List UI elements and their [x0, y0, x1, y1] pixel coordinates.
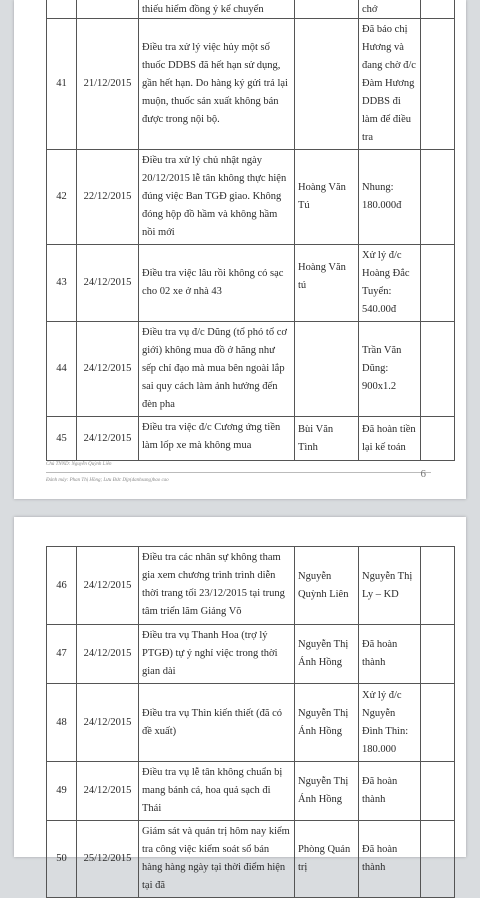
investigation-table-page-2: [46, 546, 455, 898]
cell-no: 41: [47, 19, 77, 150]
page-footer: [46, 460, 436, 485]
cell-person: Nguyễn Quỳnh Liên: [295, 547, 359, 625]
cell-result: chớ: [359, 0, 421, 19]
table-row: [47, 625, 455, 684]
table-row: [47, 322, 455, 417]
cell-date: [77, 0, 139, 19]
cell-person: Hoàng Văn Tú: [295, 150, 359, 245]
cell-result: Nhung: 180.000đ: [359, 150, 421, 245]
cell-date: 24/12/2015: [77, 417, 139, 461]
cell-date: 24/12/2015: [77, 245, 139, 322]
cell-no: 42: [47, 150, 77, 245]
cell-description: Điều tra vụ Thanh Hoa (trợ lý PTGĐ) tự ý nghỉ việc trong thời gian dài: [139, 625, 295, 684]
cell-no: 47: [47, 625, 77, 684]
table-row: [47, 417, 455, 461]
cell-note: [421, 821, 455, 898]
cell-person: Hoàng Văn tú: [295, 245, 359, 322]
footer-typed-by: Đánh máy: Phan Thị Hồng; Lưu Đức Dịp(danhsang)bao cao: [46, 478, 169, 483]
cell-description: Điều tra việc lâu rồi không có sạc cho 02 xe ở nhà 43: [139, 245, 295, 322]
table-row: [47, 821, 455, 898]
cell-note: [421, 762, 455, 821]
cell-description: Điều tra xử lý việc hủy một số thuốc DDBS đã hết hạn sử dụng, gần hết hạn. Do hàng ký gửi trả lại muộn, thuốc sản xuất không bán được trong nội bộ.: [139, 19, 295, 150]
cell-person: Bùi Văn Tình: [295, 417, 359, 461]
table-row: [47, 684, 455, 762]
cell-date: 22/12/2015: [77, 150, 139, 245]
cell-person: Phòng Quản trị: [295, 821, 359, 898]
cell-note: [421, 322, 455, 417]
cell-note: [421, 625, 455, 684]
cell-date: 21/12/2015: [77, 19, 139, 150]
cell-person: Nguyễn Thị Ánh Hồng: [295, 684, 359, 762]
cell-result: Trần Văn Dũng: 900x1.2: [359, 322, 421, 417]
cell-no: 43: [47, 245, 77, 322]
cell-note: [421, 547, 455, 625]
cell-result: Nguyễn Thị Ly – KD: [359, 547, 421, 625]
cell-description: Điều tra vụ đ/c Dũng (tổ phó tổ cơ giới) không mua đồ ở hãng như sếp chỉ đạo mà mua bên ngoài lắp sai quy cách làm ảnh hưởng đến đèn pha: [139, 322, 295, 417]
cell-description: Điều tra vụ Thìn kiến thiết (đã có đề xuất): [139, 684, 295, 762]
page-number: 6: [420, 468, 426, 480]
cell-date: 24/12/2015: [77, 684, 139, 762]
cell-result: Đã hoàn thành: [359, 821, 421, 898]
cell-date: 24/12/2015: [77, 322, 139, 417]
cell-person: [295, 322, 359, 417]
cell-description: Điều tra các nhân sự không tham gia xem chương trình trình diễn thời trang tối 23/12/2015 tại trung tâm triển lãm Giảng Võ: [139, 547, 295, 625]
cell-no: [47, 0, 77, 19]
cell-description: Điều tra việc đ/c Cương ứng tiền làm lốp xe mà không mua: [139, 417, 295, 461]
investigation-table-page-1: [46, 0, 455, 461]
table-row: [47, 150, 455, 245]
cell-note: [421, 19, 455, 150]
cell-no: 48: [47, 684, 77, 762]
cell-date: 24/12/2015: [77, 625, 139, 684]
cell-note: [421, 417, 455, 461]
cell-date: 24/12/2015: [77, 547, 139, 625]
cell-note: [421, 684, 455, 762]
table-row: [47, 19, 455, 150]
cell-note: [421, 150, 455, 245]
cell-result: Xử lý đ/c Nguyễn Đình Thìn: 180.000: [359, 684, 421, 762]
cell-no: 44: [47, 322, 77, 417]
document-page-1: [14, 0, 466, 499]
footer-prepared-by: Chủ TNND: Nguyễn Quỳnh Liên: [46, 462, 112, 467]
cell-person: Nguyễn Thị Ánh Hồng: [295, 625, 359, 684]
cell-person: [295, 0, 359, 19]
cell-no: 46: [47, 547, 77, 625]
cell-result: Đã hoàn thành: [359, 625, 421, 684]
cell-date: 24/12/2015: [77, 762, 139, 821]
cell-result: Đã báo chị Hương và đang chờ đ/c Đàm Hương DDBS đi làm để điều tra: [359, 19, 421, 150]
cell-no: 49: [47, 762, 77, 821]
cell-description: Điều tra vụ lễ tân không chuẩn bị mang bánh cá, hoa quả sạch đi Thái: [139, 762, 295, 821]
cell-description: Giám sát và quản trị hôm nay kiểm tra công việc kiểm soát sổ bán hàng hàng ngày tại thời điểm hiện tại đã: [139, 821, 295, 898]
cell-no: 45: [47, 417, 77, 461]
document-page-2: [14, 517, 466, 891]
cell-person: [295, 19, 359, 150]
cell-result: Đã hoàn tiền lại kế toán: [359, 417, 421, 461]
cell-result: Đã hoàn thành: [359, 762, 421, 821]
table-row: [47, 245, 455, 322]
table-row-partial: [47, 0, 455, 19]
cell-description: thiếu hiểm đồng ý kể chuyển: [139, 0, 295, 19]
footer-divider: [46, 472, 431, 473]
cell-person: Nguyễn Thị Ánh Hồng: [295, 762, 359, 821]
cell-note: [421, 245, 455, 322]
cell-result: Xử lý đ/c Hoàng Đắc Tuyển: 540.00đ: [359, 245, 421, 322]
cell-no: 50: [47, 821, 77, 898]
table-row: [47, 762, 455, 821]
cell-description: Điều tra xử lý chủ nhật ngày 20/12/2015 lễ tân không thực hiện đúng việc Ban TGĐ giao. Không đóng hộp đồ hầm và không hầm nồi mới: [139, 150, 295, 245]
cell-note: [421, 0, 455, 19]
cell-date: 25/12/2015: [77, 821, 139, 898]
table-row: [47, 547, 455, 625]
